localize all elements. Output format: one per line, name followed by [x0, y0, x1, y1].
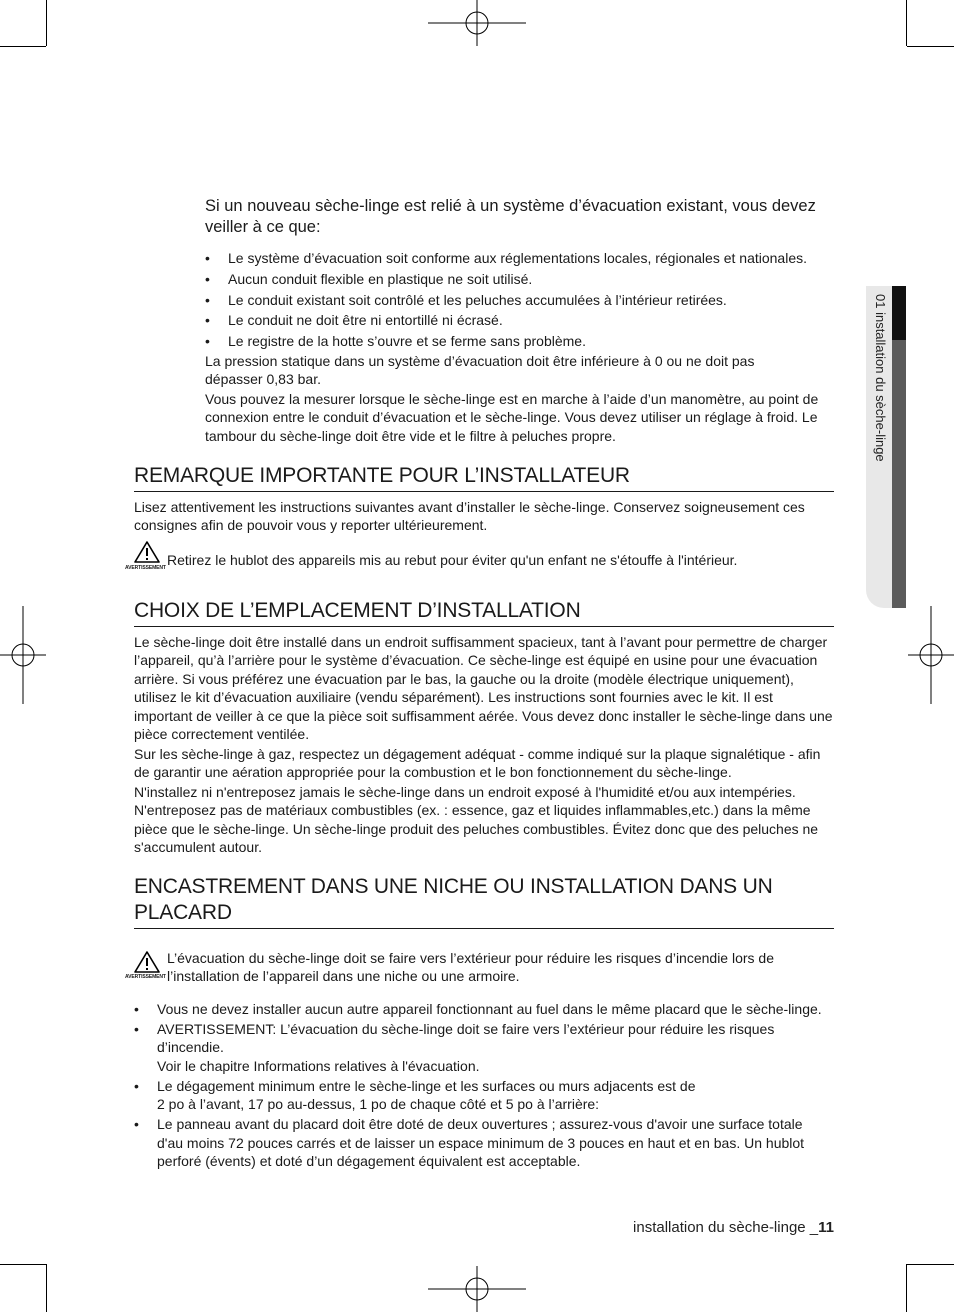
list-item: • Le conduit ne doit être ni entortillé ni écrasé.	[205, 312, 503, 329]
section-paragraph: Le sèche-linge doit être installé dans un endroit suffisamment spacieux, tant à l’avant pour permettre de charger l’appareil, qu’à l’arrière pour le système d’évacuation. Ce sèche-linge est équipé en usine pour une évacuation arrière. Si vous préférez une évacuation par le bas, la gauche ou la droite (modèle électrique uniquement), utilisez le kit d’évacuation auxiliaire (vendu séparément). Les instructions sont fournies avec le kit. Il est important de veiller à ce que la pièce soit suffisamment aérée. Vous devez donc installer le sèche-linge dans une pièce correctement ventilée.	[134, 634, 833, 743]
intro-paragraph: La pression statique dans un système d’évacuation doit être inférieure à 0 ou ne doit pas dépasser 0,83 bar.	[205, 353, 755, 388]
warning-label: AVERTISSEMENT	[125, 565, 166, 571]
section-heading: CHOIX DE L’EMPLACEMENT D’INSTALLATION	[134, 598, 834, 627]
registration-mark-right	[908, 606, 954, 704]
intro-lead: Si un nouveau sèche-linge est relié à un système d’évacuation existant, vous devez veiller à ce que:	[205, 197, 816, 236]
page-footer	[633, 1219, 834, 1236]
side-tab-marker	[892, 286, 906, 340]
crop-mark	[907, 1264, 954, 1265]
bullet: •	[205, 270, 210, 287]
list-item: • AVERTISSEMENT: L’évacuation du sèche-linge doit se faire vers l’extérieur pour réduire les risques d’incendie. Voir le chapitre Informations relatives à l'évacuation.	[134, 1021, 775, 1074]
bullet: •	[205, 250, 210, 266]
list-item: • Le dégagement minimum entre le sèche-linge et les surfaces ou murs adjacents est de 2 po à l’avant, 17 po au-dessus, 1 po de chaque côté et 5 po à l’arrière:	[134, 1077, 696, 1113]
bullet: •	[134, 1116, 139, 1133]
intro-paragraph: Vous pouvez la mesurer lorsque le sèche-linge est en marche à l’aide d’un manomètre, au point de connexion entre le conduit d’évacuation et le sèche-linge. Vous devez utiliser un réglage à froid. Le tambour du sèche-linge doit être vide et le filtre à peluches propre.	[205, 391, 819, 444]
bullet: •	[205, 291, 210, 308]
intro-bullet-list	[205, 249, 840, 351]
section-heading: ENCASTREMENT DANS UNE NICHE OU INSTALLATION DANS UN PLACARD	[134, 874, 834, 929]
bullet: •	[134, 1001, 139, 1017]
bullet: •	[205, 312, 210, 329]
list-item: • Aucun conduit flexible en plastique ne soit utilisé.	[205, 270, 533, 287]
crop-mark	[0, 46, 46, 47]
registration-mark-left	[0, 606, 46, 704]
list-item: • Le système d’évacuation soit conforme aux réglementations locales, régionales et nationales.	[205, 250, 807, 266]
side-tab-label: 01 installation du sèche-linge	[873, 294, 888, 462]
section-heading: REMARQUE IMPORTANTE POUR L’INSTALLATEUR	[134, 463, 834, 492]
crop-mark	[46, 1264, 47, 1312]
section-paragraph: Sur les sèche-linge à gaz, respectez un dégagement adéquat - comme indiqué sur la plaque signalétique - afin de garantir une aération appropriée pour la combustion et le bon fonctionnement du sèche-linge.	[134, 746, 821, 781]
list-item: • Le registre de la hotte s’ouvre et se ferme sans problème.	[205, 333, 586, 350]
bullet: •	[205, 333, 210, 350]
warning-text: Retirez le hublot des appareils mis au rebut pour éviter qu'un enfant ne s'étouffe à l'intérieur.	[167, 552, 738, 568]
section-paragraph: Lisez attentivement les instructions suivantes avant d’installer le sèche-linge. Conservez soigneusement ces consignes afin de pouvoir vous y reporter ultérieurement.	[134, 499, 805, 534]
list-item: • Vous ne devez installer aucun autre appareil fonctionnant au fuel dans le même placard que le sèche-linge.	[134, 1001, 822, 1017]
bullet: •	[134, 1077, 139, 1094]
warning-text: L’évacuation du sèche-linge doit se faire vers l’extérieur pour réduire les risques d’incendie lors de l’installation de l’appareil dans une niche ou une armoire.	[167, 950, 775, 985]
warning-label: AVERTISSEMENT	[125, 974, 166, 980]
crop-mark	[0, 1264, 46, 1265]
bullet: •	[134, 1021, 139, 1037]
section3-bullet-list	[134, 1000, 824, 1170]
crop-mark	[906, 0, 907, 46]
list-item: • Le panneau avant du placard doit être doté de deux ouvertures ; assurez-vous d'avoir une surface totale d'au moins 72 pouces carrés et de laisser un espace minimum de 3 pouces en haut et en bas. Un hublot perforé (évents) et doté d’un dégagement équivalent est acceptable.	[134, 1116, 805, 1170]
warning-icon	[134, 541, 160, 563]
registration-mark-top	[428, 0, 526, 46]
registration-mark-bottom	[428, 1266, 526, 1312]
crop-mark	[46, 0, 47, 46]
side-tab-bar	[892, 340, 906, 608]
page-number: 11	[818, 1219, 834, 1236]
crop-mark	[907, 46, 954, 47]
section-paragraph: N'installez ni n'entreposez jamais le sèche-linge dans un endroit exposé à l'humidité et/ou aux intempéries. N'entreposez pas de matériaux combustibles (ex. : essence, gaz et liquides inflammables,etc.) dans la même pièce que le sèche-linge. Un sèche-linge produit des peluches combustibles. Évitez donc que des peluches ne s'accumulent autour.	[134, 784, 819, 856]
footer-text: installation du sèche-linge _	[633, 1219, 819, 1236]
list-item: • Le conduit existant soit contrôlé et les peluches accumulées à l’intérieur retirées.	[205, 291, 727, 308]
warning-icon	[134, 951, 160, 973]
crop-mark	[906, 1264, 907, 1312]
